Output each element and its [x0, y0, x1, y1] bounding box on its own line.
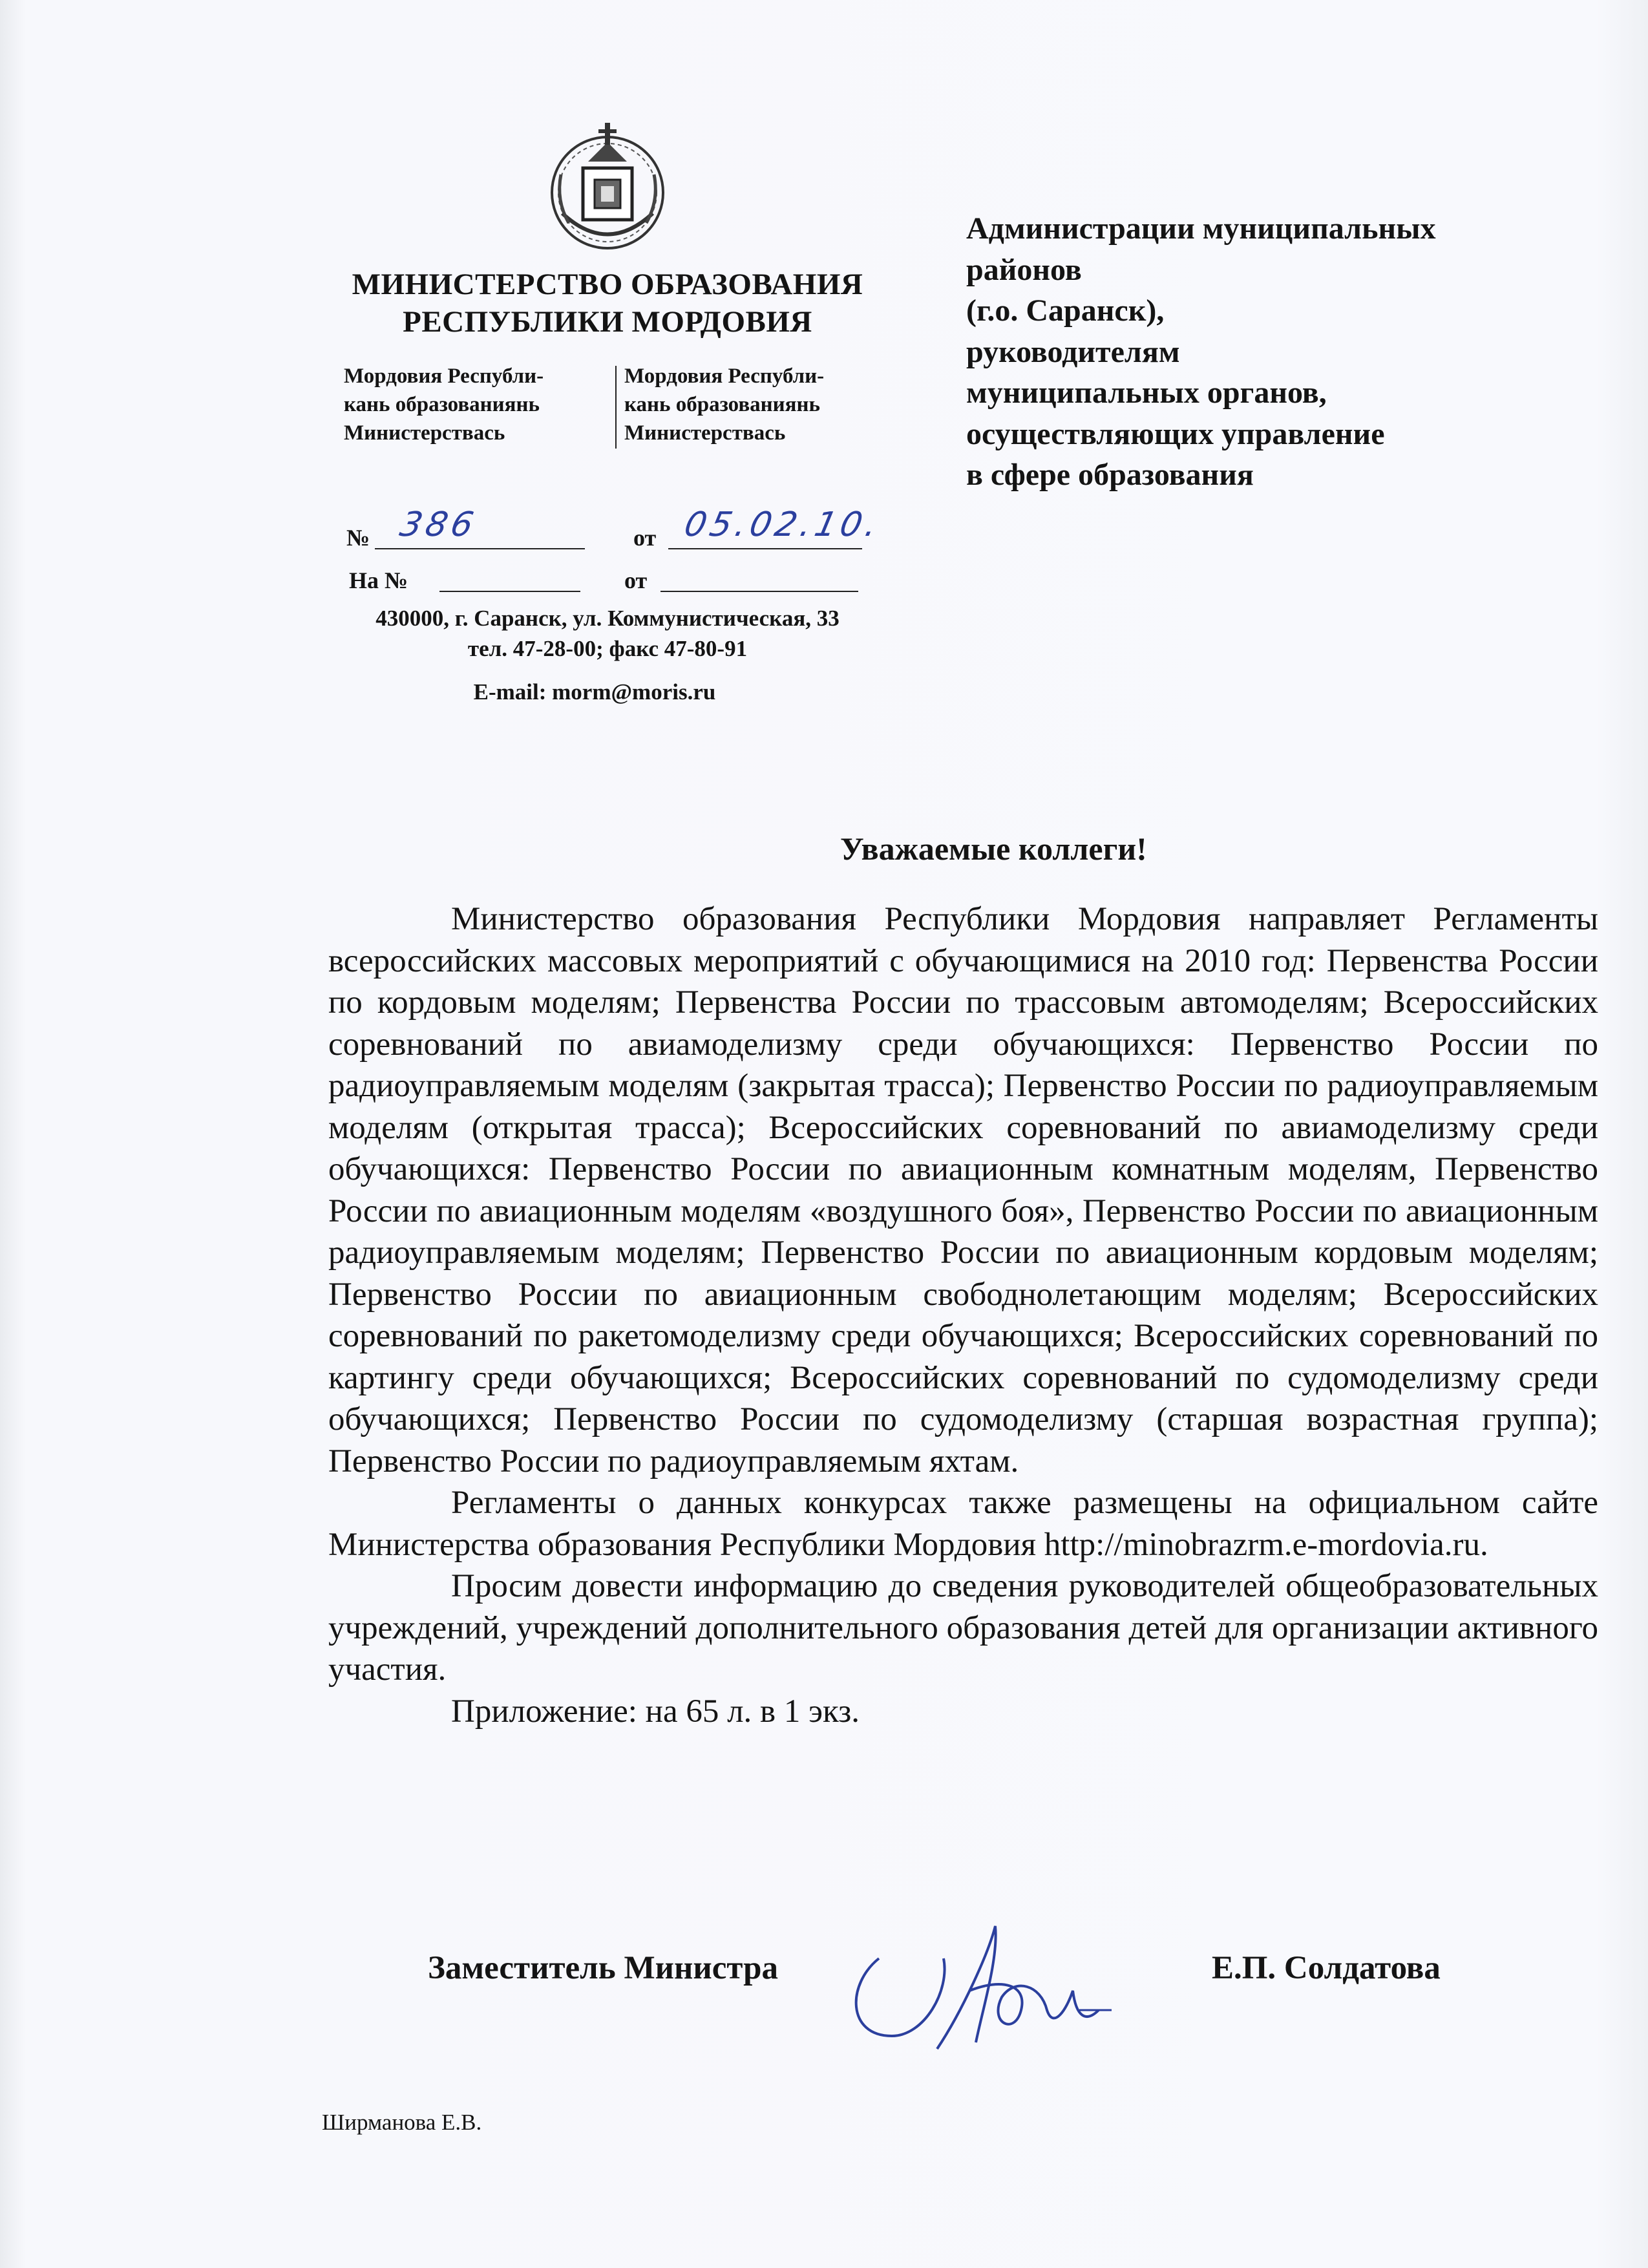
number-label: № [346, 525, 370, 551]
reply-date-underline [660, 591, 858, 592]
date-value: 05.02.10. [681, 505, 885, 544]
signatory-name: Е.П. Солдатова [1212, 1950, 1441, 1986]
attachment-note: Приложение: на 65 л. в 1 экз. [451, 1693, 860, 1730]
phone-line: тел. 47-28-00; факс 47-80-91 [467, 636, 748, 661]
date-underline [668, 548, 862, 549]
address-line: 430000, г. Саранск, ул. Коммунистическая, 33 [375, 606, 840, 631]
ministry-name-line1: МИНИСТЕРСТВО ОБРАЗОВАНИЯ [352, 268, 863, 301]
body-paragraph: Регламенты о данных конкурсах также размещены на официальном сайте Министерства образования Республики Мордовия http://minobrazrm.e-mordovia.ru. [328, 1485, 1598, 1563]
executor-name: Ширманова Е.В. [322, 2110, 482, 2135]
body-paragraph: Просим довести информацию до сведения руководителей общеобразовательных учреждений, учреждений дополнительного образования детей для организации активного участия. [328, 1568, 1598, 1688]
erzya-name-left: Мордовия Республи- кань образованиянь Министерствась [344, 365, 544, 445]
coat-of-arms-icon [543, 116, 672, 259]
email-line: E-mail: morm@moris.ru [473, 679, 716, 705]
recipient-block: Администрации муниципальных районов (г.о. Саранск), руководителям муниципальных органов, осуществляющих управление в сфере образования [966, 211, 1436, 492]
ministry-name-line2: РЕСПУБЛИКИ МОРДОВИЯ [403, 305, 812, 339]
erzya-name-right: Мордовия Республи- кань образованиянь Министерствась [624, 365, 825, 445]
handwritten-signature-icon [834, 1913, 1131, 2062]
reply-number-label: На № [349, 567, 408, 593]
salutation: Уважаемые коллеги! [840, 831, 1147, 867]
number-underline [375, 548, 585, 549]
reply-date-label: от [624, 567, 648, 593]
body-paragraph: Министерство образования Республики Мордовия направляет Регламенты всероссийских массовых мероприятий с обучающимися на 2010 год: Первенства России по кордовым моделям; Первенства России по трассовым автомоделям; Всероссийских соревнований по авиамоделизму среди обучающихся: Первенство России по радиоуправляемым моделям (закрытая трасса); Первенство России по радиоуправляемым моделям (открытая трасса); Всероссийских соревнований по авиамоделизму среди обучающихся: Первенство России по авиационным комнатным моделям, Первенство России по авиационным моделям «воздушного боя», Первенство России по авиационным радиоуправляемым моделям; Первенство России по авиационным кордовым моделям; Первенство России по авиационным свободнолетающим моделям; Всероссийских соревнований по ракетомоделизму среди обучающихся; Всероссийских соревнований по картингу среди обучающихся; Всероссийских соревнований по судомоделизму среди обучающихся; Первенство России по судомоделизму (старшая возрастная группа); Первенство России по радиоуправляемым яхтам. [328, 901, 1598, 1479]
letter-body [328, 898, 1598, 1732]
date-label: от [633, 525, 657, 551]
signatory-title: Заместитель Министра [428, 1950, 778, 1986]
number-value: 386 [396, 505, 481, 544]
reply-number-underline [439, 591, 580, 592]
erzya-divider [615, 366, 617, 449]
